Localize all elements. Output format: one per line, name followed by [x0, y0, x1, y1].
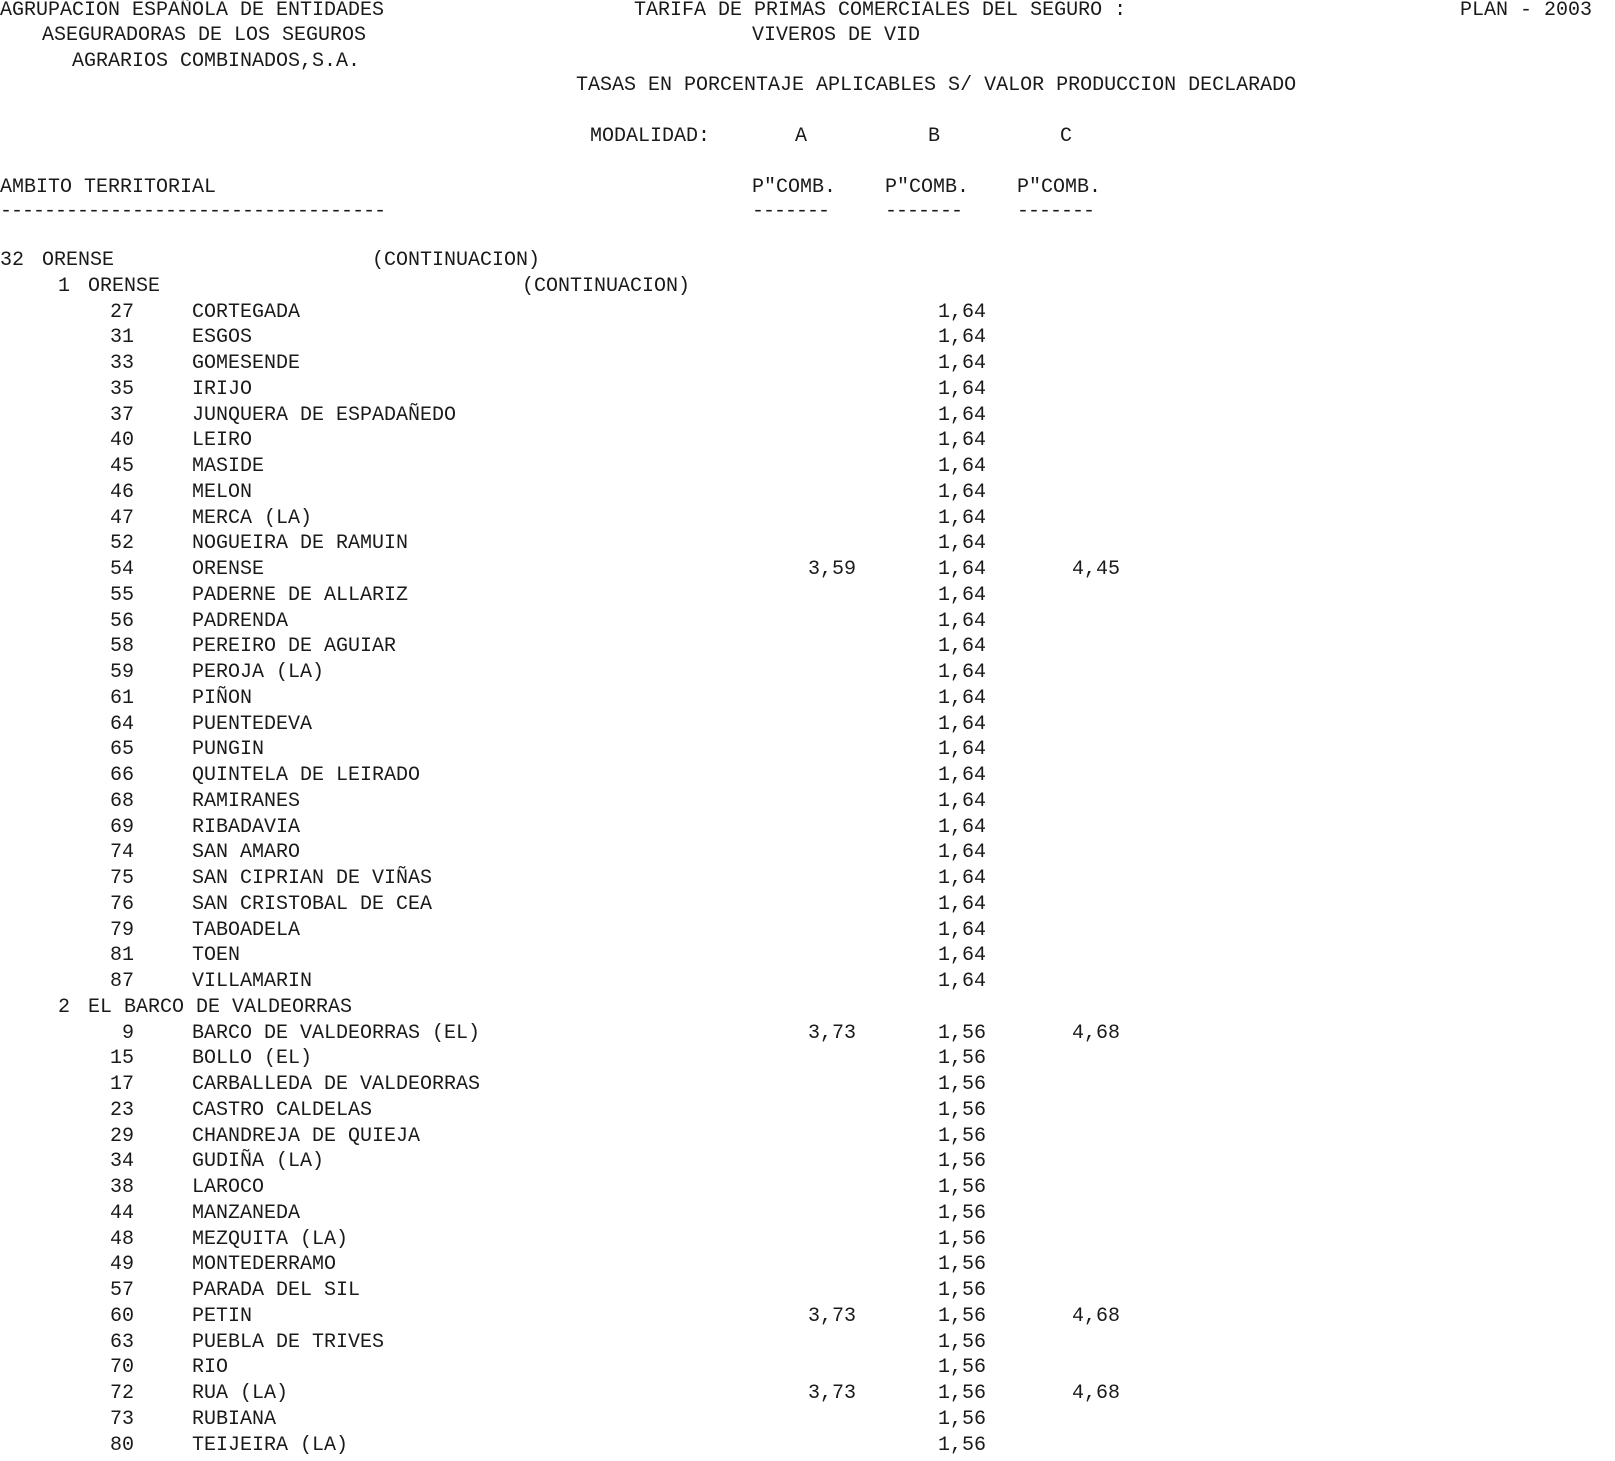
combo-label-b: P"COMB. [885, 176, 970, 199]
rate-b: 1,56 [937, 1124, 986, 1148]
municipality-name: ESGOS [192, 326, 253, 350]
municipality-name: CASTRO CALDELAS [192, 1098, 373, 1122]
org-name-line1: AGRUPACION ESPAÑOLA DE ENTIDADES [0, 0, 385, 22]
municipality-code: 49 [109, 1253, 134, 1277]
rate-c: 4,68 [1071, 1304, 1120, 1328]
municipality-code: 66 [109, 764, 134, 787]
rate-b: 1,64 [937, 712, 986, 736]
rate-b: 1,64 [937, 326, 986, 350]
municipality-name: PADRENDA [192, 609, 289, 633]
rate-b: 1,56 [937, 1304, 986, 1328]
rate-a: 3,73 [807, 1304, 856, 1328]
municipality-code: 23 [109, 1098, 134, 1122]
rate-a: 3,73 [807, 1021, 856, 1045]
rate-b: 1,56 [937, 1382, 986, 1405]
header-rule-long: ----------------------------------- [0, 200, 386, 223]
municipality-code: 47 [109, 506, 134, 530]
rate-b: 1,56 [937, 1330, 986, 1354]
comarca-code: 1 [57, 274, 70, 298]
municipality-name: CARBALLEDA DE VALDEORRAS [192, 1073, 481, 1096]
rate-a: 3,73 [807, 1382, 856, 1405]
rate-a: 3,59 [807, 558, 856, 581]
rate-b: 1,64 [937, 970, 986, 993]
rate-b: 1,56 [937, 1150, 986, 1174]
rate-c: 4,68 [1071, 1021, 1120, 1045]
municipality-name: LEIRO [192, 429, 253, 453]
continuation-note: (CONTINUACION) [522, 274, 691, 298]
rate-b: 1,64 [937, 429, 986, 453]
municipality-name: LAROCO [192, 1176, 265, 1199]
rate-b: 1,64 [937, 377, 986, 401]
municipality-name: MASIDE [192, 455, 265, 478]
rate-b: 1,56 [937, 1098, 986, 1122]
municipality-name: TOEN [192, 944, 241, 968]
municipality-code: 38 [109, 1176, 134, 1199]
rate-b: 1,64 [937, 867, 986, 890]
municipality-name: GOMESENDE [192, 352, 301, 375]
municipality-name: MANZANEDA [192, 1201, 301, 1225]
comarca-code: 2 [57, 995, 70, 1019]
municipality-name: MERCA (LA) [192, 506, 313, 530]
municipality-name: JUNQUERA DE ESPADAÑEDO [192, 403, 457, 427]
modalidad-label: MODALIDAD: [590, 125, 711, 148]
municipality-code: 76 [109, 892, 134, 916]
tariff-title: TARIFA DE PRIMAS COMERCIALES DEL SEGURO : [634, 0, 1127, 22]
rate-b: 1,64 [937, 738, 986, 762]
province-code: 32 [0, 249, 25, 272]
municipality-code: 61 [109, 686, 134, 710]
municipality-name: NOGUEIRA DE RAMUIN [192, 532, 409, 556]
rate-b: 1,56 [937, 1176, 986, 1199]
rate-b: 1,64 [937, 583, 986, 607]
rate-b: 1,64 [937, 789, 986, 813]
rate-b: 1,64 [937, 944, 986, 968]
rate-b: 1,56 [937, 1047, 986, 1071]
municipality-code: 54 [109, 558, 134, 581]
municipality-code: 33 [109, 352, 134, 375]
rate-b: 1,56 [937, 1201, 986, 1225]
municipality-name: SAN CRISTOBAL DE CEA [192, 892, 433, 916]
rate-b: 1,64 [937, 841, 986, 865]
municipality-name: BOLLO (EL) [192, 1047, 313, 1071]
municipality-name: MEZQUITA (LA) [192, 1227, 349, 1251]
plan-year: PLAN - 2003 [1460, 0, 1593, 22]
rate-b: 1,56 [937, 1407, 986, 1431]
header-rule-a: ------- [752, 200, 830, 223]
rate-b: 1,64 [937, 558, 986, 581]
municipality-name: VILLAMARIN [192, 970, 313, 993]
rate-b: 1,56 [937, 1227, 986, 1251]
rate-b: 1,56 [937, 1356, 986, 1380]
municipality-name: RIO [192, 1356, 229, 1380]
org-name-line2: ASEGURADORAS DE LOS SEGUROS [42, 24, 367, 47]
municipality-code: 64 [109, 712, 134, 736]
modalidad-b: B [928, 125, 941, 148]
rate-c: 4,68 [1071, 1382, 1120, 1405]
rate-b: 1,64 [937, 815, 986, 839]
municipality-name: GUDIÑA (LA) [192, 1150, 325, 1174]
municipality-code: 63 [109, 1330, 134, 1354]
municipality-name: ORENSE [192, 558, 265, 581]
municipality-name: RUA (LA) [192, 1382, 289, 1405]
municipality-name: PETIN [192, 1304, 253, 1328]
rate-b: 1,64 [937, 455, 986, 478]
municipality-code: 65 [109, 738, 134, 762]
municipality-code: 40 [109, 429, 134, 453]
rate-b: 1,56 [937, 1021, 986, 1045]
municipality-name: SAN AMARO [192, 841, 301, 865]
municipality-code: 27 [109, 300, 134, 324]
ambito-territorial-label: AMBITO TERRITORIAL [0, 176, 217, 199]
province-name: ORENSE [42, 249, 115, 272]
municipality-code: 81 [109, 944, 134, 968]
modalidad-a: A [795, 125, 808, 148]
municipality-code: 57 [109, 1279, 134, 1302]
rate-b: 1,56 [937, 1433, 986, 1457]
municipality-name: SAN CIPRIAN DE VIÑAS [192, 867, 433, 890]
rate-b: 1,64 [937, 403, 986, 427]
municipality-name: BARCO DE VALDEORRAS (EL) [192, 1021, 481, 1045]
municipality-name: TABOADELA [192, 918, 301, 942]
municipality-code: 70 [109, 1356, 134, 1380]
municipality-name: PEROJA (LA) [192, 661, 325, 684]
municipality-code: 52 [109, 532, 134, 556]
rate-b: 1,56 [937, 1073, 986, 1096]
rate-c: 4,45 [1071, 558, 1120, 581]
rate-b: 1,64 [937, 892, 986, 916]
header-rule-b: ------- [885, 200, 963, 223]
municipality-name: RIBADAVIA [192, 815, 301, 839]
rates-subtitle: TASAS EN PORCENTAJE APLICABLES S/ VALOR PRODUCCION DECLARADO [576, 74, 1297, 97]
municipality-name: PUEBLA DE TRIVES [192, 1330, 385, 1354]
rate-b: 1,64 [937, 300, 986, 324]
municipality-code: 48 [109, 1227, 134, 1251]
municipality-name: RUBIANA [192, 1407, 277, 1431]
municipality-name: PEREIRO DE AGUIAR [192, 635, 397, 659]
municipality-code: 35 [109, 377, 134, 401]
municipality-code: 29 [109, 1124, 134, 1148]
rate-b: 1,64 [937, 609, 986, 633]
comarca-name: ORENSE [88, 274, 161, 298]
org-name-line3: AGRARIOS COMBINADOS,S.A. [72, 50, 361, 73]
municipality-code: 37 [109, 403, 134, 427]
municipality-name: MONTEDERRAMO [192, 1253, 337, 1277]
municipality-code: 79 [109, 918, 134, 942]
rate-b: 1,64 [937, 635, 986, 659]
municipality-name: QUINTELA DE LEIRADO [192, 764, 421, 787]
municipality-code: 31 [109, 326, 134, 350]
municipality-code: 74 [109, 841, 134, 865]
rate-b: 1,64 [937, 764, 986, 787]
municipality-code: 60 [109, 1304, 134, 1328]
rate-b: 1,56 [937, 1253, 986, 1277]
municipality-code: 34 [109, 1150, 134, 1174]
municipality-code: 55 [109, 583, 134, 607]
rate-b: 1,56 [937, 1279, 986, 1302]
municipality-code: 69 [109, 815, 134, 839]
municipality-code: 44 [109, 1201, 134, 1225]
rate-b: 1,64 [937, 532, 986, 556]
municipality-code: 58 [109, 635, 134, 659]
municipality-code: 80 [109, 1433, 134, 1457]
municipality-code: 72 [109, 1382, 134, 1405]
municipality-name: PUNGIN [192, 738, 265, 762]
tariff-subject: VIVEROS DE VID [752, 24, 921, 47]
municipality-name: IRIJO [192, 377, 253, 401]
municipality-code: 9 [121, 1021, 134, 1045]
comarca-name: EL BARCO DE VALDEORRAS [88, 995, 353, 1019]
municipality-name: CHANDREJA DE QUIEJA [192, 1124, 421, 1148]
header-rule-c: ------- [1017, 200, 1095, 223]
municipality-code: 46 [109, 480, 134, 504]
municipality-code: 73 [109, 1407, 134, 1431]
rate-b: 1,64 [937, 480, 986, 504]
municipality-name: MELON [192, 480, 253, 504]
municipality-name: CORTEGADA [192, 300, 301, 324]
continuation-note: (CONTINUACION) [372, 249, 541, 272]
municipality-name: PARADA DEL SIL [192, 1279, 361, 1302]
municipality-code: 87 [109, 970, 134, 993]
municipality-code: 56 [109, 609, 134, 633]
rate-b: 1,64 [937, 918, 986, 942]
municipality-name: PUENTEDEVA [192, 712, 313, 736]
municipality-name: PADERNE DE ALLARIZ [192, 583, 409, 607]
combo-label-c: P"COMB. [1017, 176, 1102, 199]
rate-b: 1,64 [937, 686, 986, 710]
municipality-name: RAMIRANES [192, 789, 301, 813]
rate-b: 1,64 [937, 352, 986, 375]
municipality-code: 68 [109, 789, 134, 813]
combo-label-a: P"COMB. [752, 176, 837, 199]
municipality-code: 15 [109, 1047, 134, 1071]
municipality-code: 45 [109, 455, 134, 478]
municipality-code: 59 [109, 661, 134, 684]
rate-b: 1,64 [937, 506, 986, 530]
municipality-code: 17 [109, 1073, 134, 1096]
rate-b: 1,64 [937, 661, 986, 684]
municipality-code: 75 [109, 867, 134, 890]
modalidad-c: C [1060, 125, 1073, 148]
municipality-name: TEIJEIRA (LA) [192, 1433, 349, 1457]
municipality-name: PIÑON [192, 686, 253, 710]
